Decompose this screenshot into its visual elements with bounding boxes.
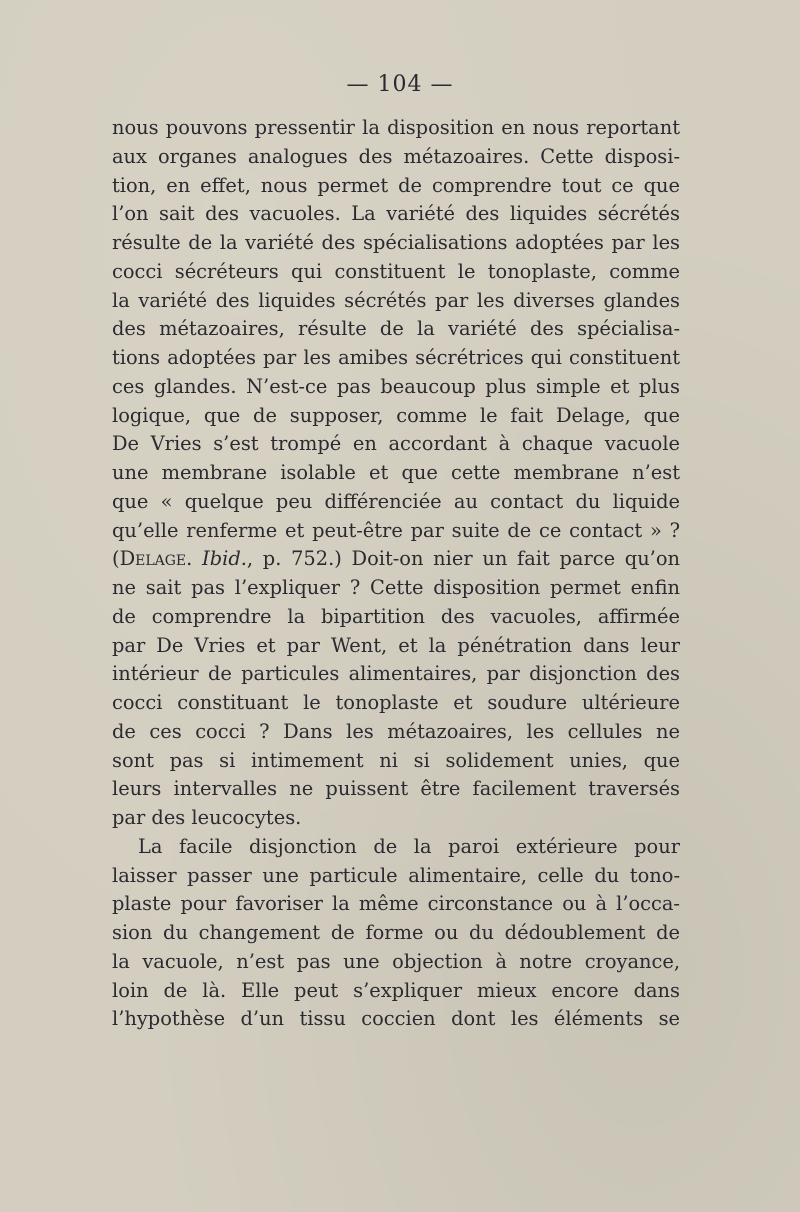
text-line: une membrane isolable et que cette membrane n’est — [112, 461, 680, 484]
text-line: sion du changement de forme ou du dédoublement de — [112, 921, 680, 944]
text-line: sont pas si intimement ni si solidement unies, que — [112, 748, 680, 772]
citation-ibid: Ibid. — [202, 547, 247, 571]
text-line: cocci sécréteurs qui constituent le tonoplaste, comme — [112, 259, 680, 283]
text-line: logique, que de supposer, comme le fait Delage, que — [112, 403, 680, 427]
text-line: qu’elle renferme et peut-être par suite de ce contact » ? — [112, 518, 680, 542]
text-line: tions adoptées par les amibes sécrétrices qui constituent — [112, 346, 680, 369]
paragraph-1 — [112, 114, 680, 833]
text-line: résulte de la variété des spécialisations adoptées par les — [112, 231, 680, 254]
text-line: tion, en effet, nous permet de comprendre tout ce que — [112, 173, 680, 197]
page-number: — 104 — — [346, 72, 454, 97]
text-line: laisser passer une particule alimentaire, celle du tono- — [112, 863, 680, 887]
citation-rest: , p. 752.) Doit-on nier un fait parce qu’on — [246, 547, 681, 571]
paragraph-2 — [112, 833, 680, 1034]
text-line: loin de là. Elle peut s’expliquer mieux encore dans — [112, 978, 680, 1002]
text-line: la vacuole, n’est pas une objection à notre croyance, — [112, 949, 680, 973]
body-text — [112, 114, 680, 1034]
text-line: que « quelque peu différenciée au contact du liquide — [112, 489, 680, 513]
text-line: cocci constituant le tonoplaste et soudure ultérieure — [112, 691, 680, 714]
text-line: l’on sait des vacuoles. La variété des liquides sécrétés — [112, 202, 680, 226]
text-line: la variété des liquides sécrétés par les diverses glandes — [112, 288, 680, 312]
citation-open: ( — [112, 547, 120, 571]
citation-sep: . — [186, 547, 203, 571]
text-line: ces glandes. N’est-ce pas beaucoup plus simple et plus — [112, 374, 680, 398]
text-line: ne sait pas l’expliquer ? Cette disposition permet enfin — [112, 576, 680, 599]
text-line: nous pouvons pressentir la disposition en nous reportant — [112, 116, 680, 139]
text-line: intérieur de particules alimentaires, par disjonction des — [112, 662, 680, 686]
text-line: De Vries s’est trompé en accordant à chaque vacuole — [112, 432, 680, 456]
text-line: l’hypothèse d’un tissu coccien dont les éléments se — [112, 1007, 680, 1031]
text-line: aux organes analogues des métazoaires. Cette disposi- — [112, 144, 680, 168]
citation-author: Delage — [119, 547, 187, 571]
text-line: La facile disjonction de la paroi extérieure pour — [138, 834, 680, 858]
citation-line — [112, 545, 680, 574]
text-line: par des leucocytes. — [112, 806, 302, 829]
text-line: par De Vries et par Went, et la pénétration dans leur — [112, 633, 680, 657]
text-line: de comprendre la bipartition des vacuoles, affirmée — [112, 604, 680, 628]
text-line: des métazoaires, résulte de la variété des spécialisa- — [112, 317, 680, 341]
text-line: leurs intervalles ne puissent être facilement traversés — [112, 777, 680, 801]
text-line: de ces cocci ? Dans les métazoaires, les cellules ne — [112, 719, 680, 743]
text-line: plaste pour favoriser la même circonstance ou à l’occa- — [112, 892, 680, 916]
